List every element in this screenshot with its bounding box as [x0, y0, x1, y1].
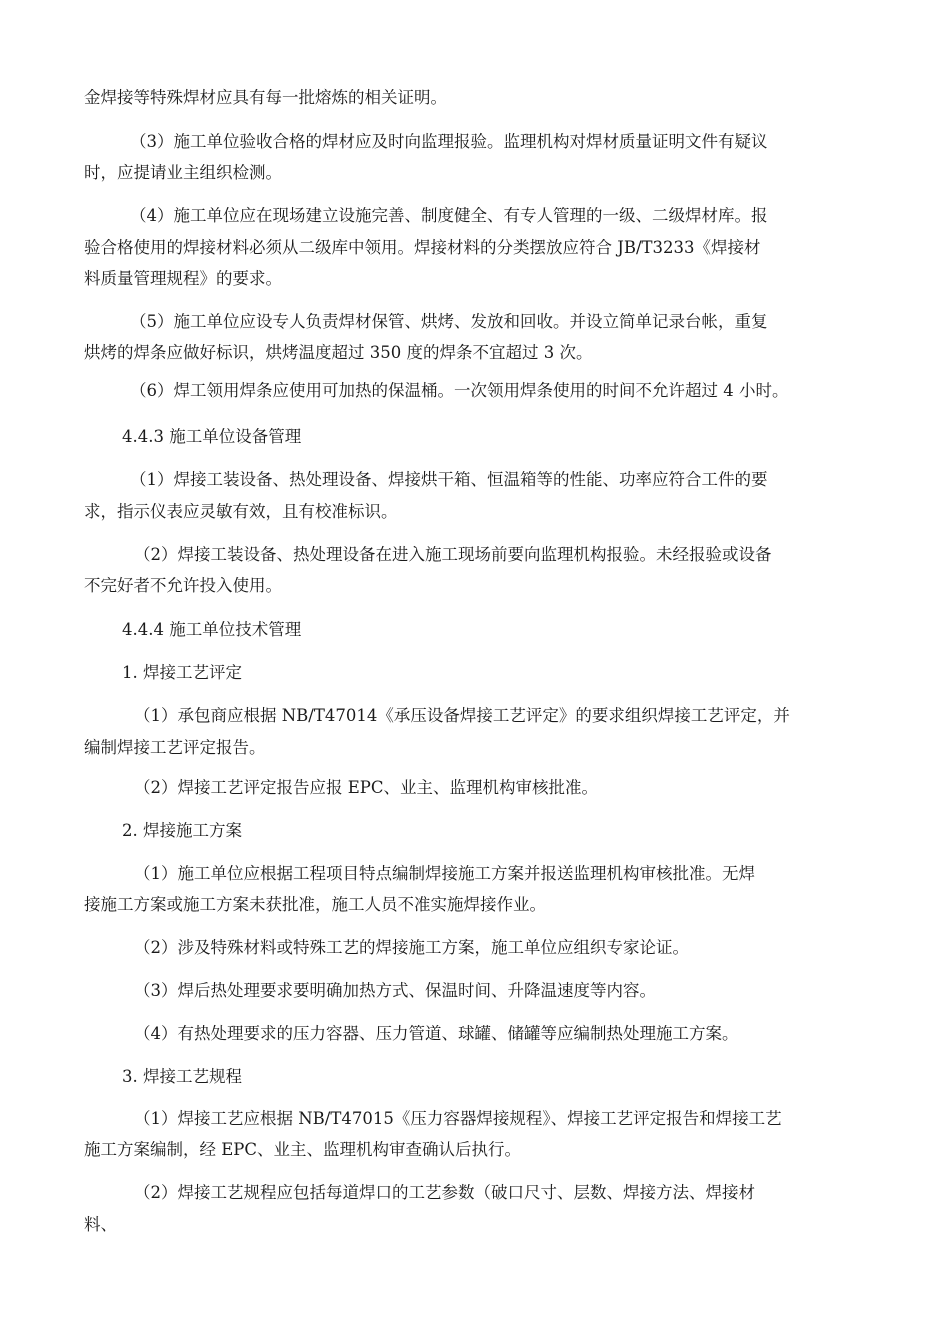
subsection-heading: 1. 焊接工艺评定 — [122, 663, 242, 682]
section-heading: 4.4.3 施工单位设备管理 — [122, 427, 302, 446]
section-heading: 4.4.4 施工单位技术管理 — [122, 620, 302, 639]
paragraph-line: （2）涉及特殊材料或特殊工艺的焊接施工方案，施工单位应组织专家论证。 — [134, 938, 689, 957]
subsection-heading: 3. 焊接工艺规程 — [122, 1067, 242, 1086]
paragraph-line: （6）焊工领用焊条应使用可加热的保温桶。一次领用焊条使用的时间不允许超过 4 小时。 — [130, 381, 789, 400]
paragraph-line: （2）焊接工装设备、热处理设备在进入施工现场前要向监理机构报验。未经报验或设备 — [134, 545, 772, 564]
paragraph-line: （2）焊接工艺规程应包括每道焊口的工艺参数（破口尺寸、层数、焊接方法、焊接材 — [134, 1183, 755, 1202]
paragraph-line: （1）焊接工艺应根据 NB/T47015《压力容器焊接规程》、焊接工艺评定报告和焊接工艺 — [134, 1109, 782, 1128]
paragraph-line: （3）施工单位验收合格的焊材应及时向监理报验。监理机构对焊材质量证明文件有疑议 — [130, 132, 768, 151]
paragraph-line: 编制焊接工艺评定报告。 — [84, 738, 266, 757]
subsection-heading: 2. 焊接施工方案 — [122, 821, 242, 840]
paragraph-line: （5）施工单位应设专人负责焊材保管、烘烤、发放和回收。并设立简单记录台帐，重复 — [130, 312, 768, 331]
paragraph-line: （4）施工单位应在现场建立设施完善、制度健全、有专人管理的一级、二级焊材库。报 — [130, 206, 768, 225]
paragraph-line: （2）焊接工艺评定报告应报 EPC、业主、监理机构审核批准。 — [134, 778, 599, 797]
paragraph-line: 接施工方案或施工方案未获批准，施工人员不准实施焊接作业。 — [84, 895, 546, 914]
paragraph-line: （4）有热处理要求的压力容器、压力管道、球罐、储罐等应编制热处理施工方案。 — [134, 1024, 739, 1043]
paragraph-line: 时，应提请业主组织检测。 — [84, 163, 282, 182]
paragraph-line: 验合格使用的焊接材料必须从二级库中领用。焊接材料的分类摆放应符合 JB/T3233《焊接材 — [84, 238, 761, 257]
paragraph-line: 烘烤的焊条应做好标识，烘烤温度超过 350 度的焊条不宜超过 3 次。 — [84, 343, 593, 362]
paragraph-line: 料质量管理规程》的要求。 — [84, 269, 282, 288]
paragraph-line: 料、 — [84, 1215, 117, 1234]
paragraph-line: 施工方案编制，经 EPC、业主、监理机构审查确认后执行。 — [84, 1140, 522, 1159]
paragraph-line: 金焊接等特殊焊材应具有每一批熔炼的相关证明。 — [84, 88, 447, 107]
paragraph-line: （1）施工单位应根据工程项目特点编制焊接施工方案并报送监理机构审核批准。无焊 — [134, 864, 755, 883]
paragraph-line: （3）焊后热处理要求要明确加热方式、保温时间、升降温速度等内容。 — [134, 981, 656, 1000]
paragraph-line: 求，指示仪表应灵敏有效，且有校准标识。 — [84, 502, 398, 521]
paragraph-line: （1）承包商应根据 NB/T47014《承压设备焊接工艺评定》的要求组织焊接工艺评定，并 — [134, 706, 790, 725]
paragraph-line: （1）焊接工装设备、热处理设备、焊接烘干箱、恒温箱等的性能、功率应符合工件的要 — [130, 470, 768, 489]
paragraph-line: 不完好者不允许投入使用。 — [84, 576, 282, 595]
